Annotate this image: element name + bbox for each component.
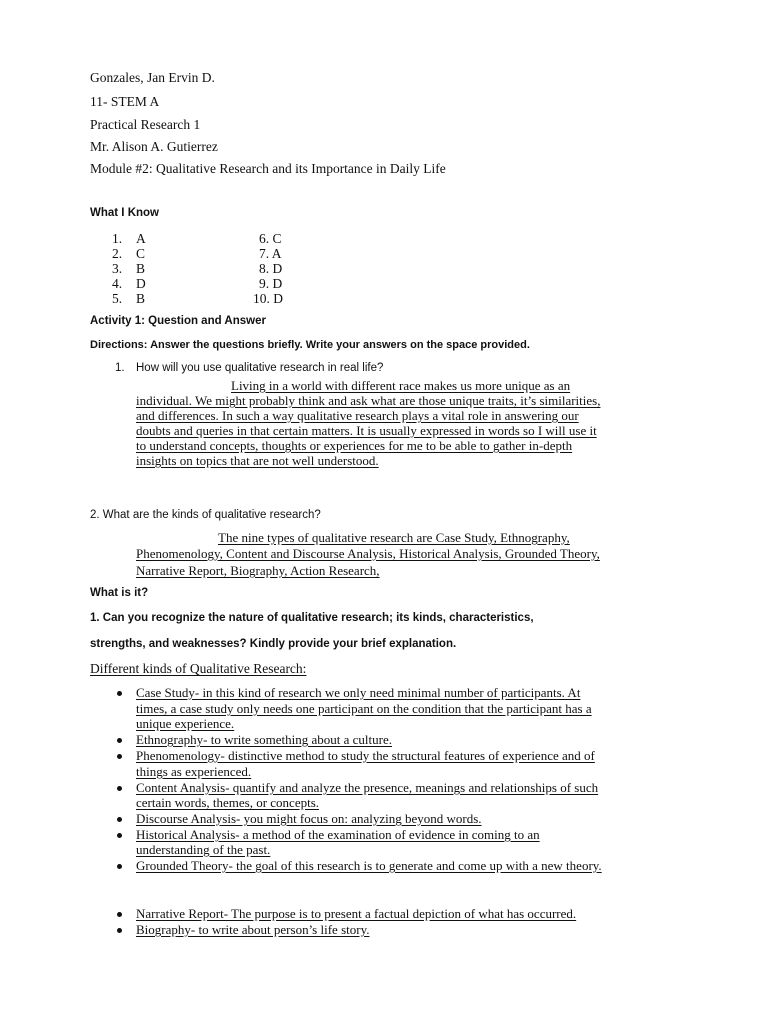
bullet-icon <box>117 928 122 933</box>
answer-letter: C <box>136 246 146 261</box>
answer-num: 3. <box>112 261 123 276</box>
list-item-line: certain words, themes, or concepts. <box>136 795 320 810</box>
bullet-icon <box>117 817 122 822</box>
answer-letter: A <box>136 231 146 246</box>
question1-number: 1. <box>115 362 125 374</box>
answer2-line: The nine types of qualitative research are Case Study, Ethnography, <box>218 530 570 545</box>
answer-letter: D <box>136 276 146 291</box>
answer1-line: insights on topics that are not well understood. <box>136 453 379 468</box>
list-item-line: Case Study- in this kind of research we only need minimal number of participants. At <box>136 685 581 700</box>
directions-text: Directions: Answer the questions briefly. Write your answers on the space provided. <box>90 339 530 351</box>
question2-text: 2. What are the kinds of qualitative research? <box>90 509 321 521</box>
bullet-icon <box>117 691 122 696</box>
answer2-line: Narrative Report, Biography, Action Research, <box>136 563 380 578</box>
student-name: Gonzales, Jan Ervin D. <box>90 70 215 85</box>
student-section: 11- STEM A <box>90 94 160 109</box>
list-title: Different kinds of Qualitative Research: <box>90 661 307 676</box>
list-item-line: Grounded Theory- the goal of this research is to generate and come up with a new theory. <box>136 858 602 873</box>
list-item-line: Narrative Report- The purpose is to present a factual depiction of what has occurred. <box>136 906 577 921</box>
what-is-it-heading: What is it? <box>90 587 149 599</box>
bullet-icon <box>117 833 122 838</box>
subject-title: Practical Research 1 <box>90 117 201 132</box>
bullet-icon <box>117 786 122 791</box>
answer1-line: to understand concepts, thoughts or experiences for me to be able to gather in-depth <box>136 438 573 453</box>
bullet-icon <box>117 912 122 917</box>
question1-text: How will you use qualitative research in real life? <box>136 362 384 374</box>
answer2-line: Phenomenology, Content and Discourse Analysis, Historical Analysis, Grounded Theory, <box>136 546 600 561</box>
answer-item: 10. D <box>253 291 283 306</box>
list-item-line: things as experienced. <box>136 764 252 779</box>
list-item-line: Content Analysis- quantify and analyze the presence, meanings and relationships of such <box>136 780 599 795</box>
answer1-line: and differences. In such a way qualitative research plays a vital role in answering our <box>136 408 579 423</box>
answer-item: 8. D <box>259 261 283 276</box>
list-item-line: understanding of the past. <box>136 842 271 857</box>
bullet-icon <box>117 754 122 759</box>
module-title: Module #2: Qualitative Research and its Importance in Daily Life <box>90 161 446 176</box>
bullet-icon <box>117 864 122 869</box>
list-item-line: Ethnography- to write something about a culture. <box>136 732 392 747</box>
answer-item: 7. A <box>259 246 282 261</box>
activity1-heading: Activity 1: Question and Answer <box>90 315 266 327</box>
answer-item: 6. C <box>259 231 282 246</box>
answer-num: 1. <box>112 231 123 246</box>
answer1-line: Living in a world with different race makes us more unique as an <box>231 378 571 393</box>
answer-num: 5. <box>112 291 123 306</box>
list-item-line: Historical Analysis- a method of the examination of evidence in coming to an <box>136 827 540 842</box>
list-item-line: Phenomenology- distinctive method to study the structural features of experience and of <box>136 748 595 763</box>
list-item-line: Discourse Analysis- you might focus on: analyzing beyond words. <box>136 811 482 826</box>
what-i-know-heading: What I Know <box>90 207 159 219</box>
list-item-line: unique experience. <box>136 716 235 731</box>
answer-item: 9. D <box>259 276 283 291</box>
answer-letter: B <box>136 291 146 306</box>
list-item-line: times, a case study only needs one participant on the condition that the participant has a <box>136 701 592 716</box>
answer1-line: individual. We might probably think and ask what are those unique traits, it’s similarities, <box>136 393 601 408</box>
list-item-line: Biography- to write about person’s life story. <box>136 922 370 937</box>
bullet-icon <box>117 738 122 743</box>
what-is-it-question-line1: 1. Can you recognize the nature of qualitative research; its kinds, characteristics, <box>90 612 534 624</box>
answer-num: 4. <box>112 276 123 291</box>
teacher-name: Mr. Alison A. Gutierrez <box>90 139 218 154</box>
what-is-it-question-line2: strengths, and weaknesses? Kindly provide your brief explanation. <box>90 638 457 650</box>
answer1-line: doubts and queries in that certain matters. It is usually expressed in words so I will use it <box>136 423 597 438</box>
answer-letter: B <box>136 261 146 276</box>
answer-num: 2. <box>112 246 123 261</box>
